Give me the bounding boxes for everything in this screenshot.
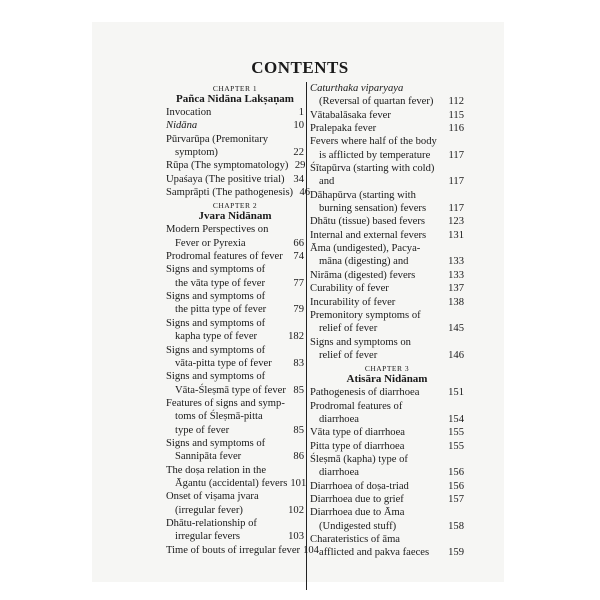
contents-left-column [166, 82, 319, 557]
toc-entry: toms of Śleṣmā-pitta [175, 411, 263, 423]
toc-entry: Signs and symptoms of [166, 264, 266, 276]
toc-entry: the pitta type of fever 79 [175, 304, 304, 316]
toc-entry: Signs and symptoms on [310, 336, 411, 348]
toc-entry: symptom) 22 [175, 147, 304, 159]
toc-entry: afflicted and pakva faeces 159 [319, 547, 464, 559]
toc-entry: Diarrhoea due to grief 157 [310, 493, 464, 505]
toc-entry: māna (digesting) and 133 [319, 256, 464, 268]
toc-entry: Pralepaka fever 116 [310, 123, 464, 135]
toc-entry: the vāta type of fever 77 [175, 277, 304, 289]
toc-entry: Pitta type of diarrhoea 155 [310, 440, 464, 452]
toc-entry: Time of bouts of irregular fever 104 [166, 544, 319, 556]
toc-entry: diarrhoea 156 [319, 467, 464, 479]
toc-entry: (irregular fever) 102 [175, 504, 304, 516]
chapter-label: CHAPTER 2 [212, 201, 258, 211]
column-divider [306, 82, 307, 590]
toc-entry: Pathogenesis of diarrhoea 151 [310, 387, 464, 399]
toc-entry: type of fever 85 [175, 424, 304, 436]
toc-entry: Caturthaka viparyaya [310, 83, 404, 94]
toc-entry: Fever or Pyrexia 66 [175, 237, 304, 249]
toc-entry: relief of fever 146 [319, 349, 464, 361]
toc-entry: relief of fever 145 [319, 323, 464, 335]
toc-entry: kapha type of fever 182 [175, 331, 304, 343]
chapter-label: CHAPTER 3 [364, 364, 410, 374]
toc-entry: Dhātu (tissue) based fevers 123 [310, 216, 464, 228]
chapter-title: Pañca Nidāna Lakṣaṇam [176, 93, 294, 105]
toc-entry: vāta-pitta type of fever 83 [175, 357, 304, 369]
toc-entry: (Undigested stuff) 158 [319, 520, 464, 532]
toc-entry: Diarrhoea of doṣa-triad 156 [310, 480, 464, 492]
chapter-label: CHAPTER 1 [212, 84, 258, 93]
toc-entry: Prodromal features of [310, 400, 403, 412]
toc-entry: Vāta-Śleṣmā type of fever 85 [175, 384, 304, 396]
toc-entry: Upaśaya (The positive trial) 34 [166, 173, 304, 185]
toc-entry: Charateristics of āma [310, 534, 401, 545]
toc-entry: Internal and external fevers 131 [310, 229, 464, 241]
toc-entry: Onset of viṣama jvara [166, 491, 259, 503]
toc-entry: is afflicted by temperature 117 [319, 149, 464, 161]
toc-entry: Fevers where half of the body [310, 136, 437, 148]
toc-entry: and 117 [319, 176, 464, 188]
toc-entry: Signs and symptoms of [166, 291, 266, 303]
toc-entry: Śītapūrva (starting with cold) [310, 163, 435, 175]
toc-entry: Curability of fever 137 [310, 283, 464, 295]
toc-entry: Sannipāta fever 86 [175, 451, 304, 463]
toc-entry: The doṣa relation in the [166, 464, 267, 476]
toc-entry: Signs and symptoms of [166, 437, 266, 449]
toc-entry: diarrhoea 154 [319, 413, 464, 425]
toc-entry: Modern Perspectives on [166, 224, 269, 236]
toc-entry: Invocation 1 [166, 107, 304, 118]
toc-entry: Āma (undigested), Pacya- [310, 243, 421, 255]
toc-entry: Āgantu (accidental) fevers 101 [175, 477, 307, 489]
toc-entry: Incurability of fever 138 [310, 296, 464, 308]
toc-entry: Diarrhoea due to Āma [310, 507, 405, 519]
toc-entry: Signs and symptoms of [166, 317, 266, 329]
toc-entry: burning sensation) fevers 117 [319, 203, 464, 215]
toc-entry: Samprāpti (The pathogenesis) 46 [166, 187, 311, 199]
toc-entry: (Reversal of quartan fever) 112 [319, 96, 464, 108]
chapter-title: Atisāra Nidānam [346, 373, 428, 386]
toc-entry: Rūpa (The symptomatology) 29 [166, 160, 306, 172]
toc-entry: Nidāna 10 [166, 120, 304, 132]
toc-entry: Features of signs and symp- [166, 397, 285, 409]
contents-right-column [310, 82, 464, 560]
toc-entry: Premonitory symptoms of [310, 309, 421, 321]
toc-entry: Vāta type of diarrhoea 155 [310, 427, 464, 439]
toc-entry: irregular fevers 103 [175, 531, 304, 543]
toc-entry: Śleṣmā (kapha) type of [310, 453, 408, 465]
toc-entry: Vātabalāsaka fever 115 [310, 109, 464, 121]
toc-entry: Dāhapūrva (starting with [310, 189, 416, 201]
toc-entry: Signs and symptoms of [166, 344, 266, 356]
page-title: CONTENTS [251, 58, 349, 77]
toc-entry: Dhātu-relationship of [166, 517, 257, 529]
chapter-title: Jvara Nidānam [198, 210, 272, 223]
toc-entry: Nirāma (digested) fevers 133 [310, 269, 464, 281]
toc-entry: Signs and symptoms of [166, 371, 266, 383]
toc-entry: Pūrvarūpa (Premonitary [166, 133, 269, 145]
toc-entry: Prodromal features of fever 74 [166, 251, 304, 263]
